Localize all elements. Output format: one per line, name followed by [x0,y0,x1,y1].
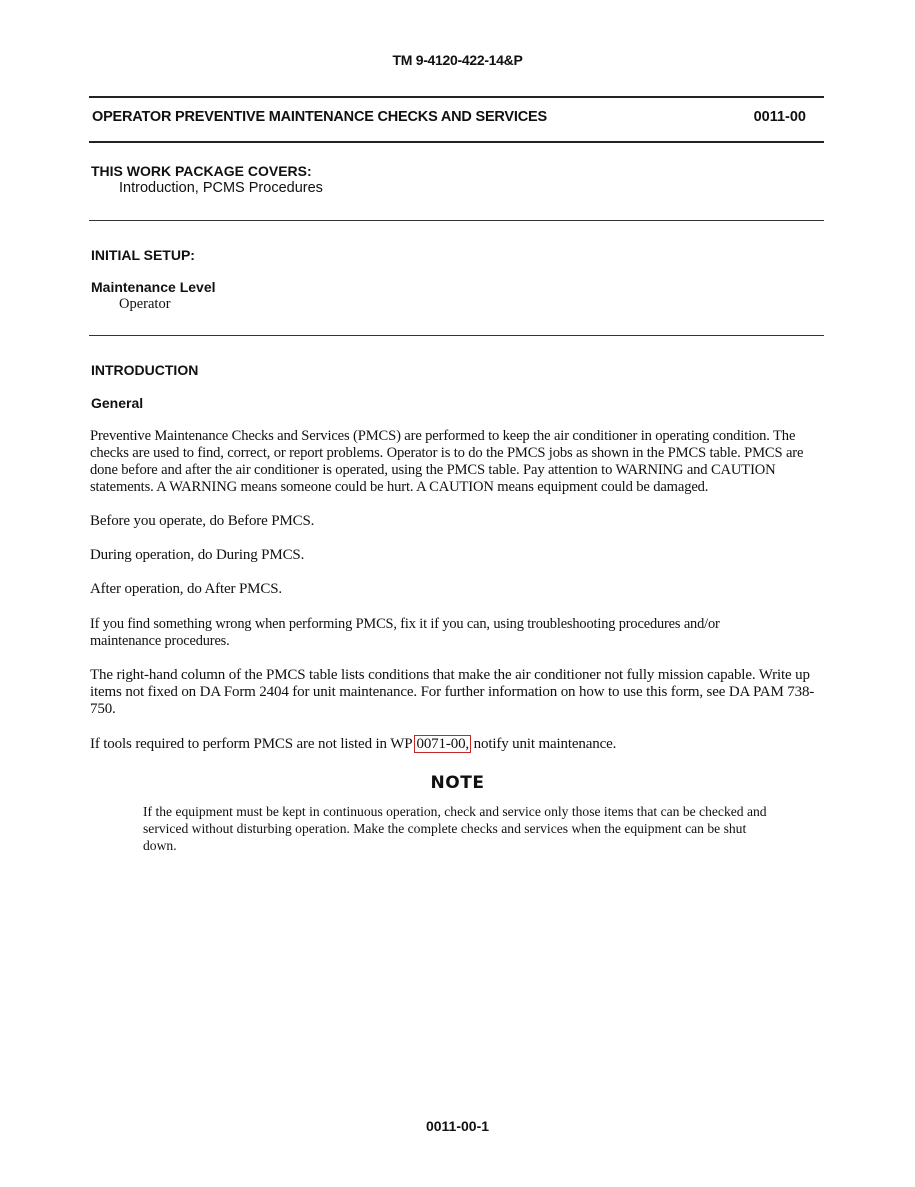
maintenance-level-label: Maintenance Level [91,279,216,295]
intro-paragraph-tools [90,736,830,753]
tm-number: TM 9-4120-422-14&P [392,52,523,68]
tools-text-before: If tools required to perform PMCS are not listed in WP [90,736,416,752]
work-package-number: 0011-00 [753,109,806,125]
general-subheading: General [91,395,144,411]
covers-divider [89,220,824,221]
work-package-title: OPERATOR PREVENTIVE MAINTENANCE CHECKS AND SERVICES [92,109,547,125]
page-number: 0011-00-1 [425,1118,490,1134]
setup-divider [89,335,824,336]
intro-paragraph-before: Before you operate, do Before PMCS. [90,513,315,529]
maintenance-level-value: Operator [119,296,171,312]
intro-paragraph-during: During operation, do During PMCS. [90,547,305,563]
intro-paragraph-pmcs: Preventive Maintenance Checks and Services (PMCS) are performed to keep the air conditioner in operating condition. The checks are used to find, correct, or report problems. Operator is to do the PMCS jobs as shown in the PMCS table. PMCS are done before and after the air conditioner is operated, using the PMCS table. Pay attention to WARNING and CAUTION statements. A WARNING means someone could be hurt. A CAUTION means equipment could be damaged. [90,428,804,495]
intro-paragraph-right-hand-column: The right-hand column of the PMCS table lists conditions that make the air conditioner not fully mission capable. Write up items not fixed on DA Form 2404 for unit maintenance. For further information on how to use this form, see DA PAM 738-750. [90,667,815,717]
note-body: If the equipment must be kept in continuous operation, check and service only those items that can be checked and serviced without disturbing operation. Make the complete checks and services when the equipment can be shut down. [143,804,767,853]
covers-text: Introduction, PCMS Procedures [119,180,323,196]
tools-text-after: notify unit maintenance. [470,736,617,752]
header-bottom-rule [89,141,824,143]
intro-paragraph-after: After operation, do After PMCS. [90,581,282,597]
wp-0071-00-link[interactable]: 0071-00, [416,736,470,752]
intro-paragraph-troubleshoot: If you find something wrong when performing PMCS, fix it if you can, using troubleshooting procedures and/or maintenance procedures. [90,616,720,649]
header-top-rule [89,96,824,98]
introduction-heading: INTRODUCTION [91,362,199,378]
note-title: NOTE [430,773,485,793]
initial-setup-heading: INITIAL SETUP: [91,247,195,263]
covers-heading: THIS WORK PACKAGE COVERS: [91,163,312,179]
